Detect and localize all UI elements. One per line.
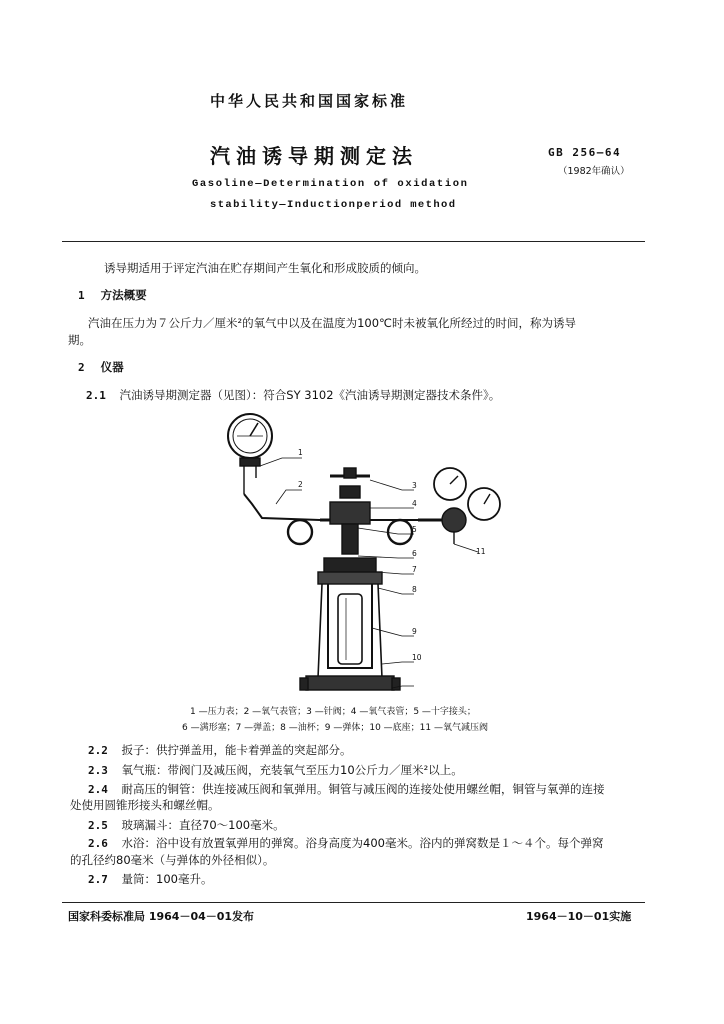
intro-paragraph: 诱导期适用于评定汽油在贮存期间产生氧化和形成胶质的倾向。: [104, 261, 426, 275]
figure-caption-line-1: 1 —压力表；2 —氧气表管；3 —针阀；4 —氧气表管；5 —十字接头；: [190, 707, 476, 717]
figure-label-11: 11: [476, 547, 486, 556]
figure-label-8: 8: [412, 585, 417, 594]
english-title-line-2: stability—Inductionperiod method: [210, 199, 457, 211]
issue-date: 国家科委标准局 1964－04－01发布: [68, 910, 255, 923]
figure-label-7: 7: [412, 565, 417, 574]
effective-date: 1964－10－01实施: [526, 910, 632, 923]
header-divider: [62, 241, 645, 242]
figure-label-9: 9: [412, 627, 417, 636]
section-2-heading: [78, 359, 124, 375]
item-2-6-continuation: 的孔径约80毫米（与弹体的外径相似）。: [70, 853, 275, 867]
item-number: 2.7: [88, 873, 108, 886]
needle-valve-illustration: [320, 468, 418, 554]
national-standard-title: 中华人民共和国国家标准: [210, 92, 409, 110]
item-2-3: [88, 762, 463, 778]
figure-caption-line-2: 6 —满形塞；7 —弹盖；8 —油杯；9 —弹体；10 —底座；11 —氧气减压阀: [182, 723, 488, 733]
item-number: 2.5: [88, 819, 108, 832]
item-2-4-continuation: 处使用圆锥形接头和螺丝帽。: [70, 798, 220, 812]
section-1-text-line-2: 期。: [68, 333, 91, 347]
apparatus-diagram: [222, 408, 502, 703]
item-2-5: [88, 817, 285, 833]
figure-label-6: 6: [412, 549, 417, 558]
english-title-line-1: Gasoline—Determination of oxidation: [192, 178, 469, 190]
section-2-title: 仪器: [100, 360, 124, 374]
pressure-gauge-illustration: [228, 414, 272, 494]
tube-coil-left: [288, 520, 312, 544]
item-text: 玻璃漏斗：直径70～100毫米。: [121, 818, 285, 832]
item-number: 2.4: [88, 783, 108, 796]
oxygen-tube-illustration: [244, 494, 320, 520]
section-1-text-line-1: 汽油在压力为７公斤力／厘米²的氧气中以及在温度为100℃时未被氧化所经过的时间，称为诱导: [88, 316, 576, 330]
item-text: 水浴：浴中设有放置氧弹用的弹窝。浴身高度为400毫米。浴内的弹窝数是１～４个。每个弹窝: [121, 836, 604, 850]
oxygen-bomb-illustration: [300, 558, 400, 690]
item-text: 量筒：100毫升。: [121, 872, 213, 886]
item-2-1-text: 汽油诱导期测定器（见图）：符合SY 3102《汽油诱导期测定器技术条件》。: [119, 388, 501, 402]
section-1-number: 1: [78, 289, 85, 302]
item-number: 2.2: [88, 744, 108, 757]
figure-label-3: 3: [412, 481, 417, 490]
item-text: 氧气瓶：带阀门及减压阀，充装氧气至压力10公斤力／厘米²以上。: [121, 763, 463, 777]
item-2-2: [88, 742, 352, 758]
figure-label-5: 5: [412, 525, 417, 534]
item-2-7: [88, 871, 212, 887]
figure-label-4: 4: [412, 499, 417, 508]
confirmation-note: （1982年确认）: [558, 166, 630, 177]
section-1-heading: [78, 287, 147, 303]
item-text: 扳子：供拧弹盖用，能卡着弹盖的突起部分。: [121, 743, 352, 757]
figure-label-2: 2: [298, 480, 303, 489]
item-2-4: [88, 781, 605, 797]
item-2-6: [88, 835, 603, 851]
item-number: 2.3: [88, 764, 108, 777]
reducing-valve-illustration: [418, 468, 500, 552]
footer-divider: [62, 902, 645, 903]
item-2-1: [86, 387, 500, 403]
item-2-1-number: 2.1: [86, 389, 106, 402]
figure-label-1: 1: [298, 448, 303, 457]
standard-number: GB 256—64: [548, 146, 622, 159]
section-1-title: 方法概要: [100, 288, 147, 302]
document-title: 汽油诱导期测定法: [210, 144, 418, 168]
item-text: 耐高压的铜管：供连接减压阀和氧弹用。铜管与减压阀的连接处使用螺丝帽，铜管与氧弹的连接: [121, 782, 605, 796]
tube-coil-right: [388, 520, 412, 544]
section-2-number: 2: [78, 361, 85, 374]
item-number: 2.6: [88, 837, 108, 850]
figure-label-10: 10: [412, 653, 422, 662]
